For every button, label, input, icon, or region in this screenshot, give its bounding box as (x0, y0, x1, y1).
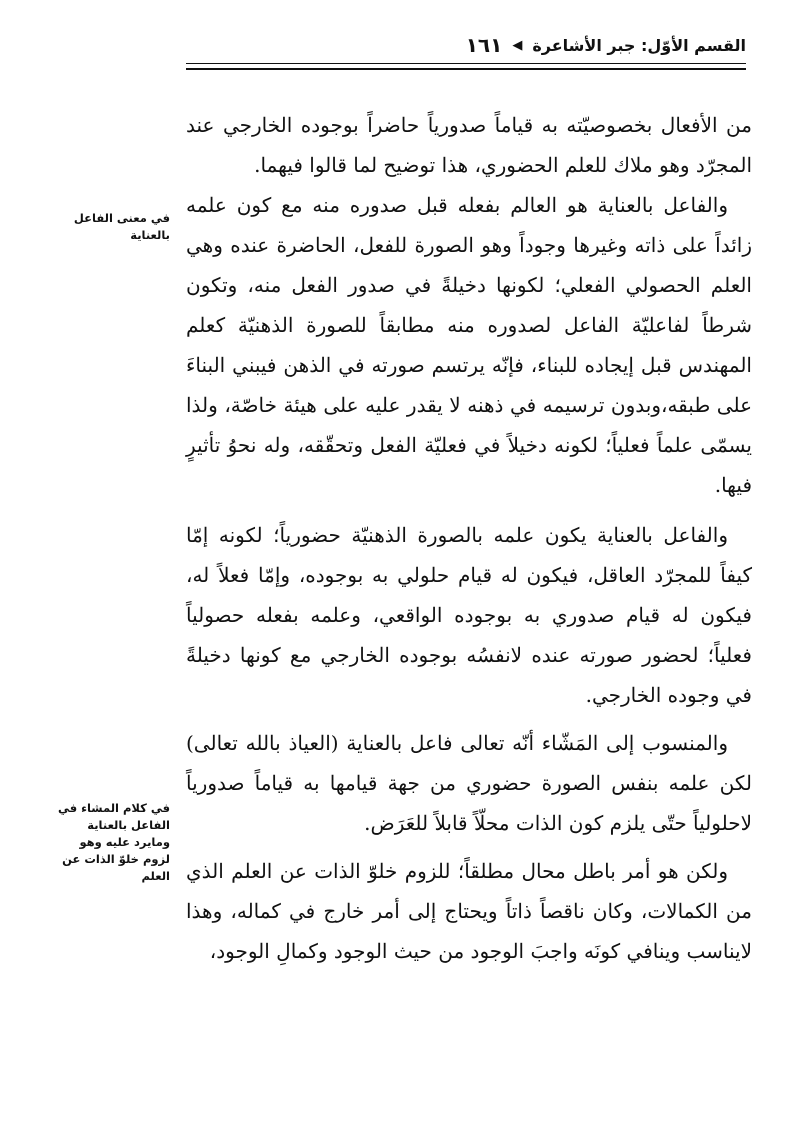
paragraph: والفاعل بالعناية يكون علمه بالصورة الذهنيّة حضورياً؛ لكونه إمّا كيفاً للمجرّد العاقل، فيكون له قيام حلولي به بوجوده، وإمّا فعلاً له، فيكون له قيام صدوري به بوجوده الواقعي، وعلمه بفعله حصولياً فعلياً؛ لحضور صورته عنده لانفسُه بوجوده الخارجي مع كونها دخيلةً في وجوده الخارجي. (186, 523, 752, 707)
header-rule-thick (186, 68, 746, 70)
paragraph: والمنسوب إلى المَشّاء أنّه تعالى فاعل بالعناية (العياذ بالله تعالى) لكن علمه بنفس الصورة حضوري من جهة قيامها به قياماً صدورياً لاحلولياً حتّى يلزم كون الذات محلّاً قابلاً للعَرَض. (186, 731, 752, 835)
paragraph: والفاعل بالعناية هو العالم بفعله قبل صدوره منه مع كون علمه زائداً على ذاته وغيرها وجوداً وهو الصورة للفعل، الحاضرة عنده وهي العلم الحصولي الفعلي؛ لكونها دخيلةً في صدور الفعل منه، وتكون شرطاً لفاعليّة الفاعل لصدوره منه مطابقاً للصورة الذهنيّة كعلم المهندس قبل إيجاده للبناء، فإنّه يرتسم صورته في الذهن فيبني البناءَ على طبقه،وبدون ترسيمه في ذهنه لا يقدر عليه على هيئة خاصّة، ولذا يسمّى علماً فعلياً؛ لكونه دخيلاً في فعليّة الفعل وتحقّقه، وله نحوُ تأثيرٍ فيها. (186, 193, 752, 497)
main-text (186, 105, 752, 971)
paragraph: ولكن هو أمر باطل محال مطلقاً؛ للزوم خلوّ الذات عن العلم الذي من الكمالات، وكان ناقصاً ذاتاً ويحتاج إلى أمر خارج في كماله، وهذا لايناسب وينافي كونَه واجبَ الوجود من حيث الوجود وكمالِ الوجود، (186, 859, 752, 963)
header-rule-thin (186, 63, 746, 64)
paragraph: من الأفعال بخصوصيّته به قياماً صدورياً حاضراً بوجوده الخارجي عند المجرّد وهو ملاك للعلم الحضوري، هذا توضيح لما قالوا فيهما. (186, 113, 752, 177)
page-number: ١٦١ (465, 33, 503, 57)
margin-note: في كلام المشاء في الفاعل بالعناية ومايرد عليه وهو لزوم خلوّ الذات عن العلم (57, 801, 170, 883)
running-header (186, 30, 746, 60)
header-title: القسم الأوّل: جبر الأشاعرة (532, 35, 746, 55)
margin-note: في معنى الفاعل بالعناية (73, 211, 170, 242)
header-arrow-icon: ◀ (512, 37, 523, 53)
